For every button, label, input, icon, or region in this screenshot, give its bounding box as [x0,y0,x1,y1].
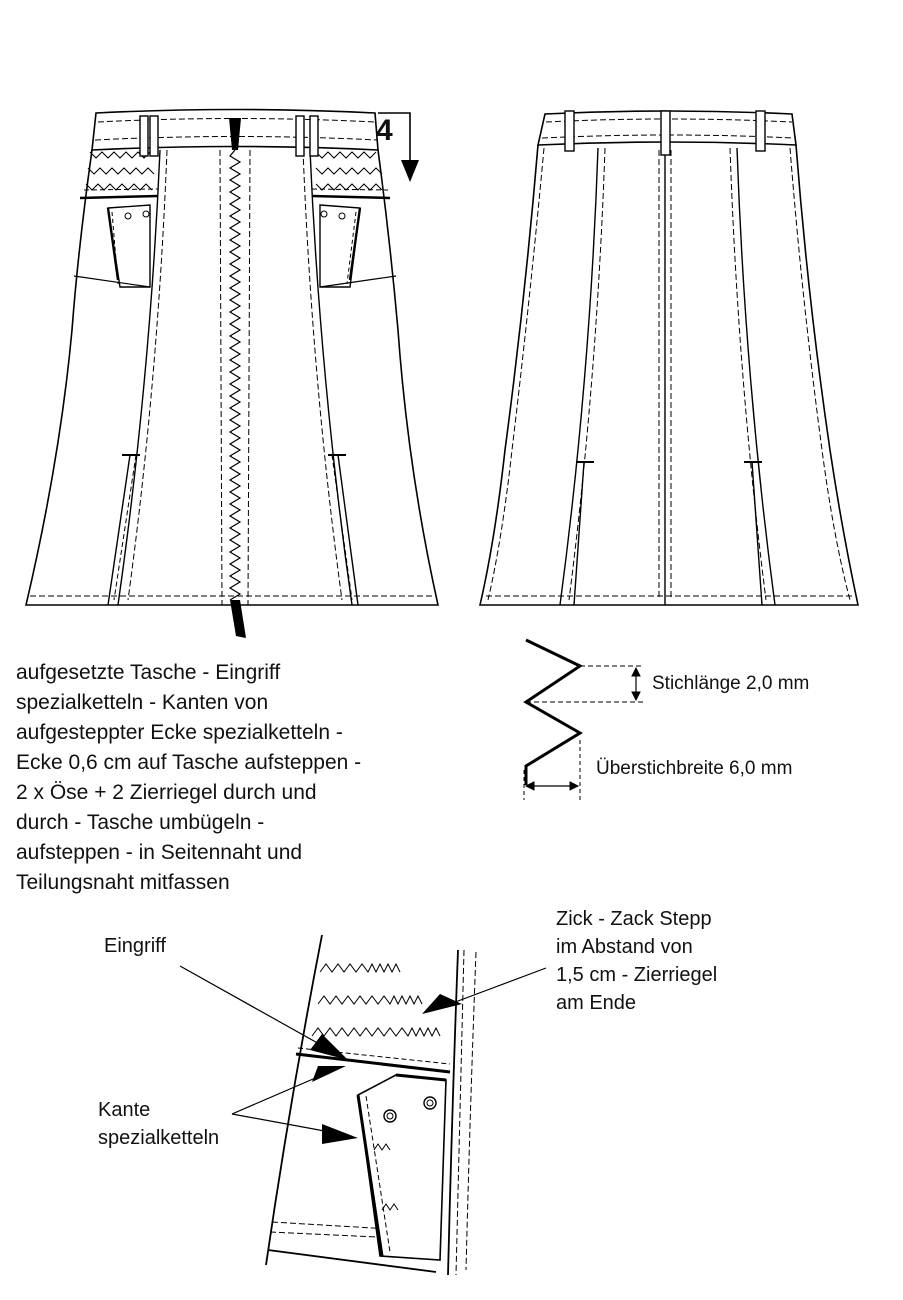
pocket-detail-view [180,935,546,1275]
label-eingriff: Eingriff [104,935,166,957]
waist-depth-marker: 4 [376,114,393,147]
skirt-back-view [480,111,858,605]
label-zickzack-stepp: Zick - Zack Stepp im Abstand von 1,5 cm - Zierriegel am Ende [556,908,718,1014]
sewing-instructions: aufgesetzte Tasche - Eingriff spezialketteln - Kanten von aufgesteppter Ecke spezialketteln - Ecke 0,6 cm auf Tasche aufsteppen - 2 x Öse + 2 Zierriegel durch und durch - Tasche umbügeln - aufsteppen - in Seitennaht und Teilungsnaht mitfassen [16,661,362,894]
skirt-front-view [26,110,438,639]
stitch-length-label: Stichlänge 2,0 mm [652,673,810,694]
stitch-width-label: Überstichbreite 6,0 mm [596,758,793,779]
label-kante-spezialketteln: Kante spezialketteln [98,1099,220,1149]
